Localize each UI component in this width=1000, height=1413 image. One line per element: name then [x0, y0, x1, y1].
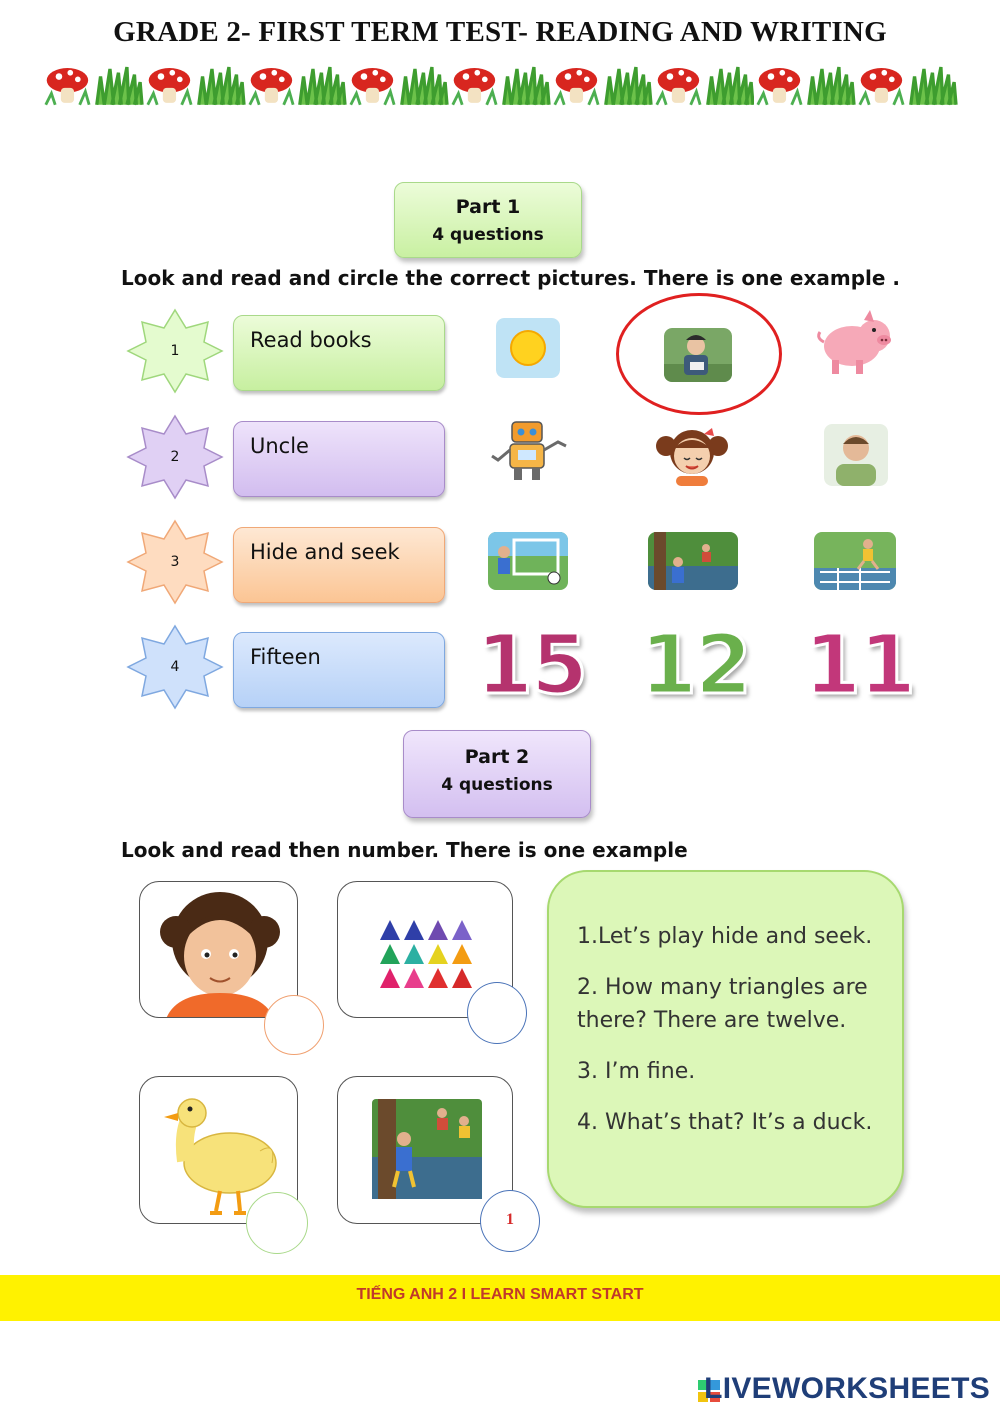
question-number-badge	[126, 308, 224, 394]
robot-picture[interactable]	[488, 418, 572, 484]
sentence: 1.Let’s play hide and seek.	[577, 924, 873, 949]
grass-icon	[805, 62, 856, 108]
number-option[interactable]: 11	[804, 618, 915, 713]
picture-card	[139, 881, 298, 1018]
answer-number: 1	[506, 1211, 514, 1228]
mushroom-icon	[754, 62, 805, 108]
part1-subtitle: 4 questions	[432, 225, 544, 245]
word-label: Read books	[250, 328, 372, 352]
question-number: 2	[170, 449, 180, 465]
sun-picture[interactable]	[496, 318, 560, 378]
mushroom-icon	[347, 62, 398, 108]
footer-text: TIẾNG ANH 2 I LEARN SMART START	[356, 1286, 644, 1303]
soccer-photo[interactable]	[488, 532, 568, 590]
girl-picture[interactable]	[650, 420, 734, 486]
answer-circle[interactable]	[480, 1190, 540, 1252]
mushroom-icon	[856, 62, 907, 108]
grass-icon	[907, 62, 958, 108]
sentence: 2. How many triangles are there? There are twelve.	[577, 975, 868, 1033]
answer-circle[interactable]	[616, 293, 782, 415]
mushroom-icon	[551, 62, 602, 108]
decorative-border	[42, 62, 958, 108]
hopscotch-photo[interactable]	[814, 532, 896, 590]
mushroom-icon	[144, 62, 195, 108]
sentence: 3. I’m fine.	[577, 1059, 696, 1084]
answer-circle[interactable]	[264, 995, 324, 1055]
part2-title: Part 2	[464, 746, 530, 768]
mushroom-icon	[246, 62, 297, 108]
hide-and-seek-photo[interactable]	[648, 532, 738, 590]
question-number: 3	[170, 554, 180, 570]
word-label: Fifteen	[250, 645, 321, 669]
grass-icon	[602, 62, 653, 108]
word-box	[233, 421, 445, 497]
number-option[interactable]: 12	[640, 618, 751, 713]
mushroom-icon	[42, 62, 93, 108]
watermark-text: LIVEWORKSHEETS	[704, 1372, 990, 1405]
footer-banner	[0, 1275, 1000, 1321]
sentences-box	[547, 870, 904, 1208]
part2-instruction: Look and read then number. There is one example	[121, 838, 688, 862]
grass-icon	[704, 62, 755, 108]
part2-header	[403, 730, 591, 818]
word-box	[233, 527, 445, 603]
word-label: Uncle	[250, 434, 309, 458]
word-box	[233, 315, 445, 391]
question-number: 1	[170, 343, 180, 359]
mushroom-icon	[449, 62, 500, 108]
question-number-badge	[126, 624, 224, 710]
grass-icon	[93, 62, 144, 108]
part2-subtitle: 4 questions	[441, 775, 553, 795]
answer-circle[interactable]	[246, 1192, 308, 1254]
question-number-badge	[126, 519, 224, 605]
number-option[interactable]: 15	[476, 618, 587, 713]
page-title: GRADE 2- FIRST TERM TEST- READING AND WRITING	[113, 16, 887, 48]
word-label: Hide and seek	[250, 540, 400, 564]
man-photo[interactable]	[824, 424, 888, 486]
part1-header	[394, 182, 582, 258]
answer-circle[interactable]	[467, 982, 527, 1044]
grass-icon	[398, 62, 449, 108]
question-number-badge	[126, 414, 224, 500]
boy-face-picture	[140, 882, 298, 1018]
grass-icon	[296, 62, 347, 108]
part1-title: Part 1	[455, 196, 521, 218]
sentence: 4. What’s that? It’s a duck.	[577, 1110, 873, 1135]
part1-instruction: Look and read and circle the correct pictures. There is one example .	[121, 266, 901, 290]
word-box	[233, 632, 445, 708]
question-number: 4	[170, 659, 180, 675]
pig-picture[interactable]	[814, 306, 896, 376]
mushroom-icon	[653, 62, 704, 108]
grass-icon	[195, 62, 246, 108]
grass-icon	[500, 62, 551, 108]
